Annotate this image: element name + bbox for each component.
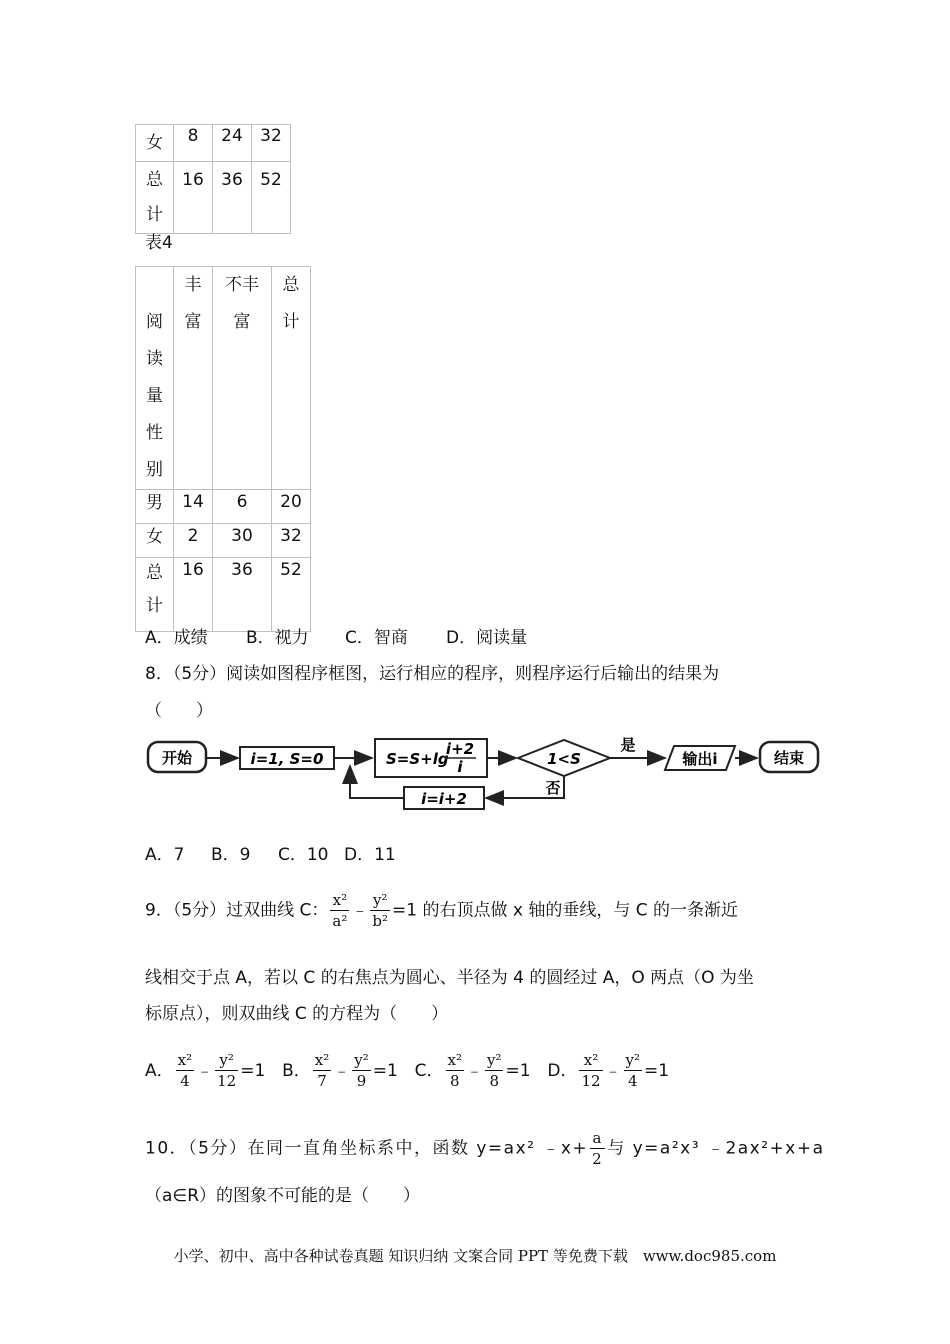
fraction: $\frac{a}{2}$	[592, 1129, 604, 1168]
update-fraction-numerator: i+2	[445, 740, 475, 758]
start-label: 开始	[161, 749, 193, 767]
q9-stem-line2: 线相交于点 A，若以 C 的右焦点为圆心、半径为 4 的圆经过 A，O 两点（O 为坐	[145, 968, 754, 988]
q8-stem: 8．（5分）阅读如图程序框图，运行相应的程序，则程序运行后输出的结果为	[145, 664, 720, 684]
col-header-not-rich: 不丰 富	[213, 267, 272, 490]
no-label: 否	[545, 779, 561, 797]
fraction: $\frac{\text{y²}}{\text{b²}}$	[372, 891, 388, 930]
table-row: 男 14 6 20	[136, 490, 311, 524]
q9-option-b[interactable]: B． $\frac{\text{x²}}{7}$ ﹣ $\frac{\text{y²}}{9}$ =1	[282, 1051, 398, 1090]
condition-label: 1<S	[547, 750, 581, 768]
yes-label: 是	[620, 736, 636, 754]
q8-option-c[interactable]: C．10	[278, 845, 329, 865]
q8-option-d[interactable]: D．11	[344, 845, 396, 865]
table-4	[135, 266, 311, 632]
table-header-row	[136, 267, 311, 490]
table-3-tail	[135, 124, 291, 234]
col-header-rich: 丰 富	[174, 267, 213, 490]
q10-stem-line2: （a∈R）的图象不可能的是（ ）	[145, 1186, 421, 1206]
q9-stem-line3: 标原点），则双曲线 C 的方程为（ ）	[145, 1004, 449, 1024]
q9-option-a[interactable]: A． $\frac{\text{x²}}{4}$ ﹣ $\frac{\text{y²}}{12}$ =1	[145, 1051, 266, 1090]
col-header-total: 总 计	[272, 267, 311, 490]
end-label: 结束	[773, 749, 805, 767]
q9-options	[145, 1050, 669, 1091]
table-row: 女 2 30 32	[136, 524, 311, 558]
q8-option-b[interactable]: B．9	[211, 845, 251, 865]
q8-option-a[interactable]: A．7	[145, 845, 185, 865]
program-flowchart	[140, 732, 830, 814]
q10-stem-line1: 10．（5分）在同一直角坐标系中，函数 y=ax² ﹣x+ $\frac{a}{2}$ 与 y=a²x³ ﹣2ax²+x+a	[145, 1129, 825, 1168]
output-label: 输出i	[682, 750, 718, 768]
q9-option-c[interactable]: C． $\frac{\text{x²}}{8}$ ﹣ $\frac{\text{y²}}{8}$ =1	[414, 1051, 531, 1090]
q9-stem-line1: 9．（5分）过双曲线 C： $\frac{\text{x²}}{\text{a²}}$ ﹣ $\frac{\text{y²}}{\text{b²}}$ =1 的右顶点做 x 轴的垂线，与 C 的一条渐近	[145, 891, 739, 930]
update-fraction-denominator: i	[457, 758, 463, 776]
q8-stem-blank: （ ）	[145, 701, 213, 721]
q7-option-c[interactable]: C．智商	[345, 628, 408, 648]
row-label: 女	[136, 125, 174, 162]
row-label: 总 计	[136, 162, 174, 234]
corner-header: 阅 读 量 性 别	[136, 267, 174, 490]
q7-option-d[interactable]: D．阅读量	[446, 628, 528, 648]
q7-option-a[interactable]: A．成绩	[145, 628, 208, 648]
q7-option-b[interactable]: B．视力	[246, 628, 309, 648]
table-row: 总 计 16 36 52	[136, 162, 291, 234]
update-label: S=S+lg	[386, 750, 449, 768]
fraction: $\frac{\text{x²}}{\text{a²}}$	[332, 891, 348, 930]
page-footer: 小学、初中、高中各种试卷真题 知识归纳 文案合同 PPT 等免费下载 www.doc985.com	[173, 1247, 777, 1265]
step-label: i=i+2	[421, 790, 467, 808]
table-4-caption: 表4	[145, 233, 173, 253]
init-label: i=1, S=0	[250, 750, 324, 768]
q9-option-d[interactable]: D． $\frac{\text{x²}}{12}$ ﹣ $\frac{\text{y²}}{4}$ =1	[547, 1051, 670, 1090]
table-row: 女 8 24 32	[136, 125, 291, 162]
table-row: 总 计 16 36 52	[136, 558, 311, 632]
